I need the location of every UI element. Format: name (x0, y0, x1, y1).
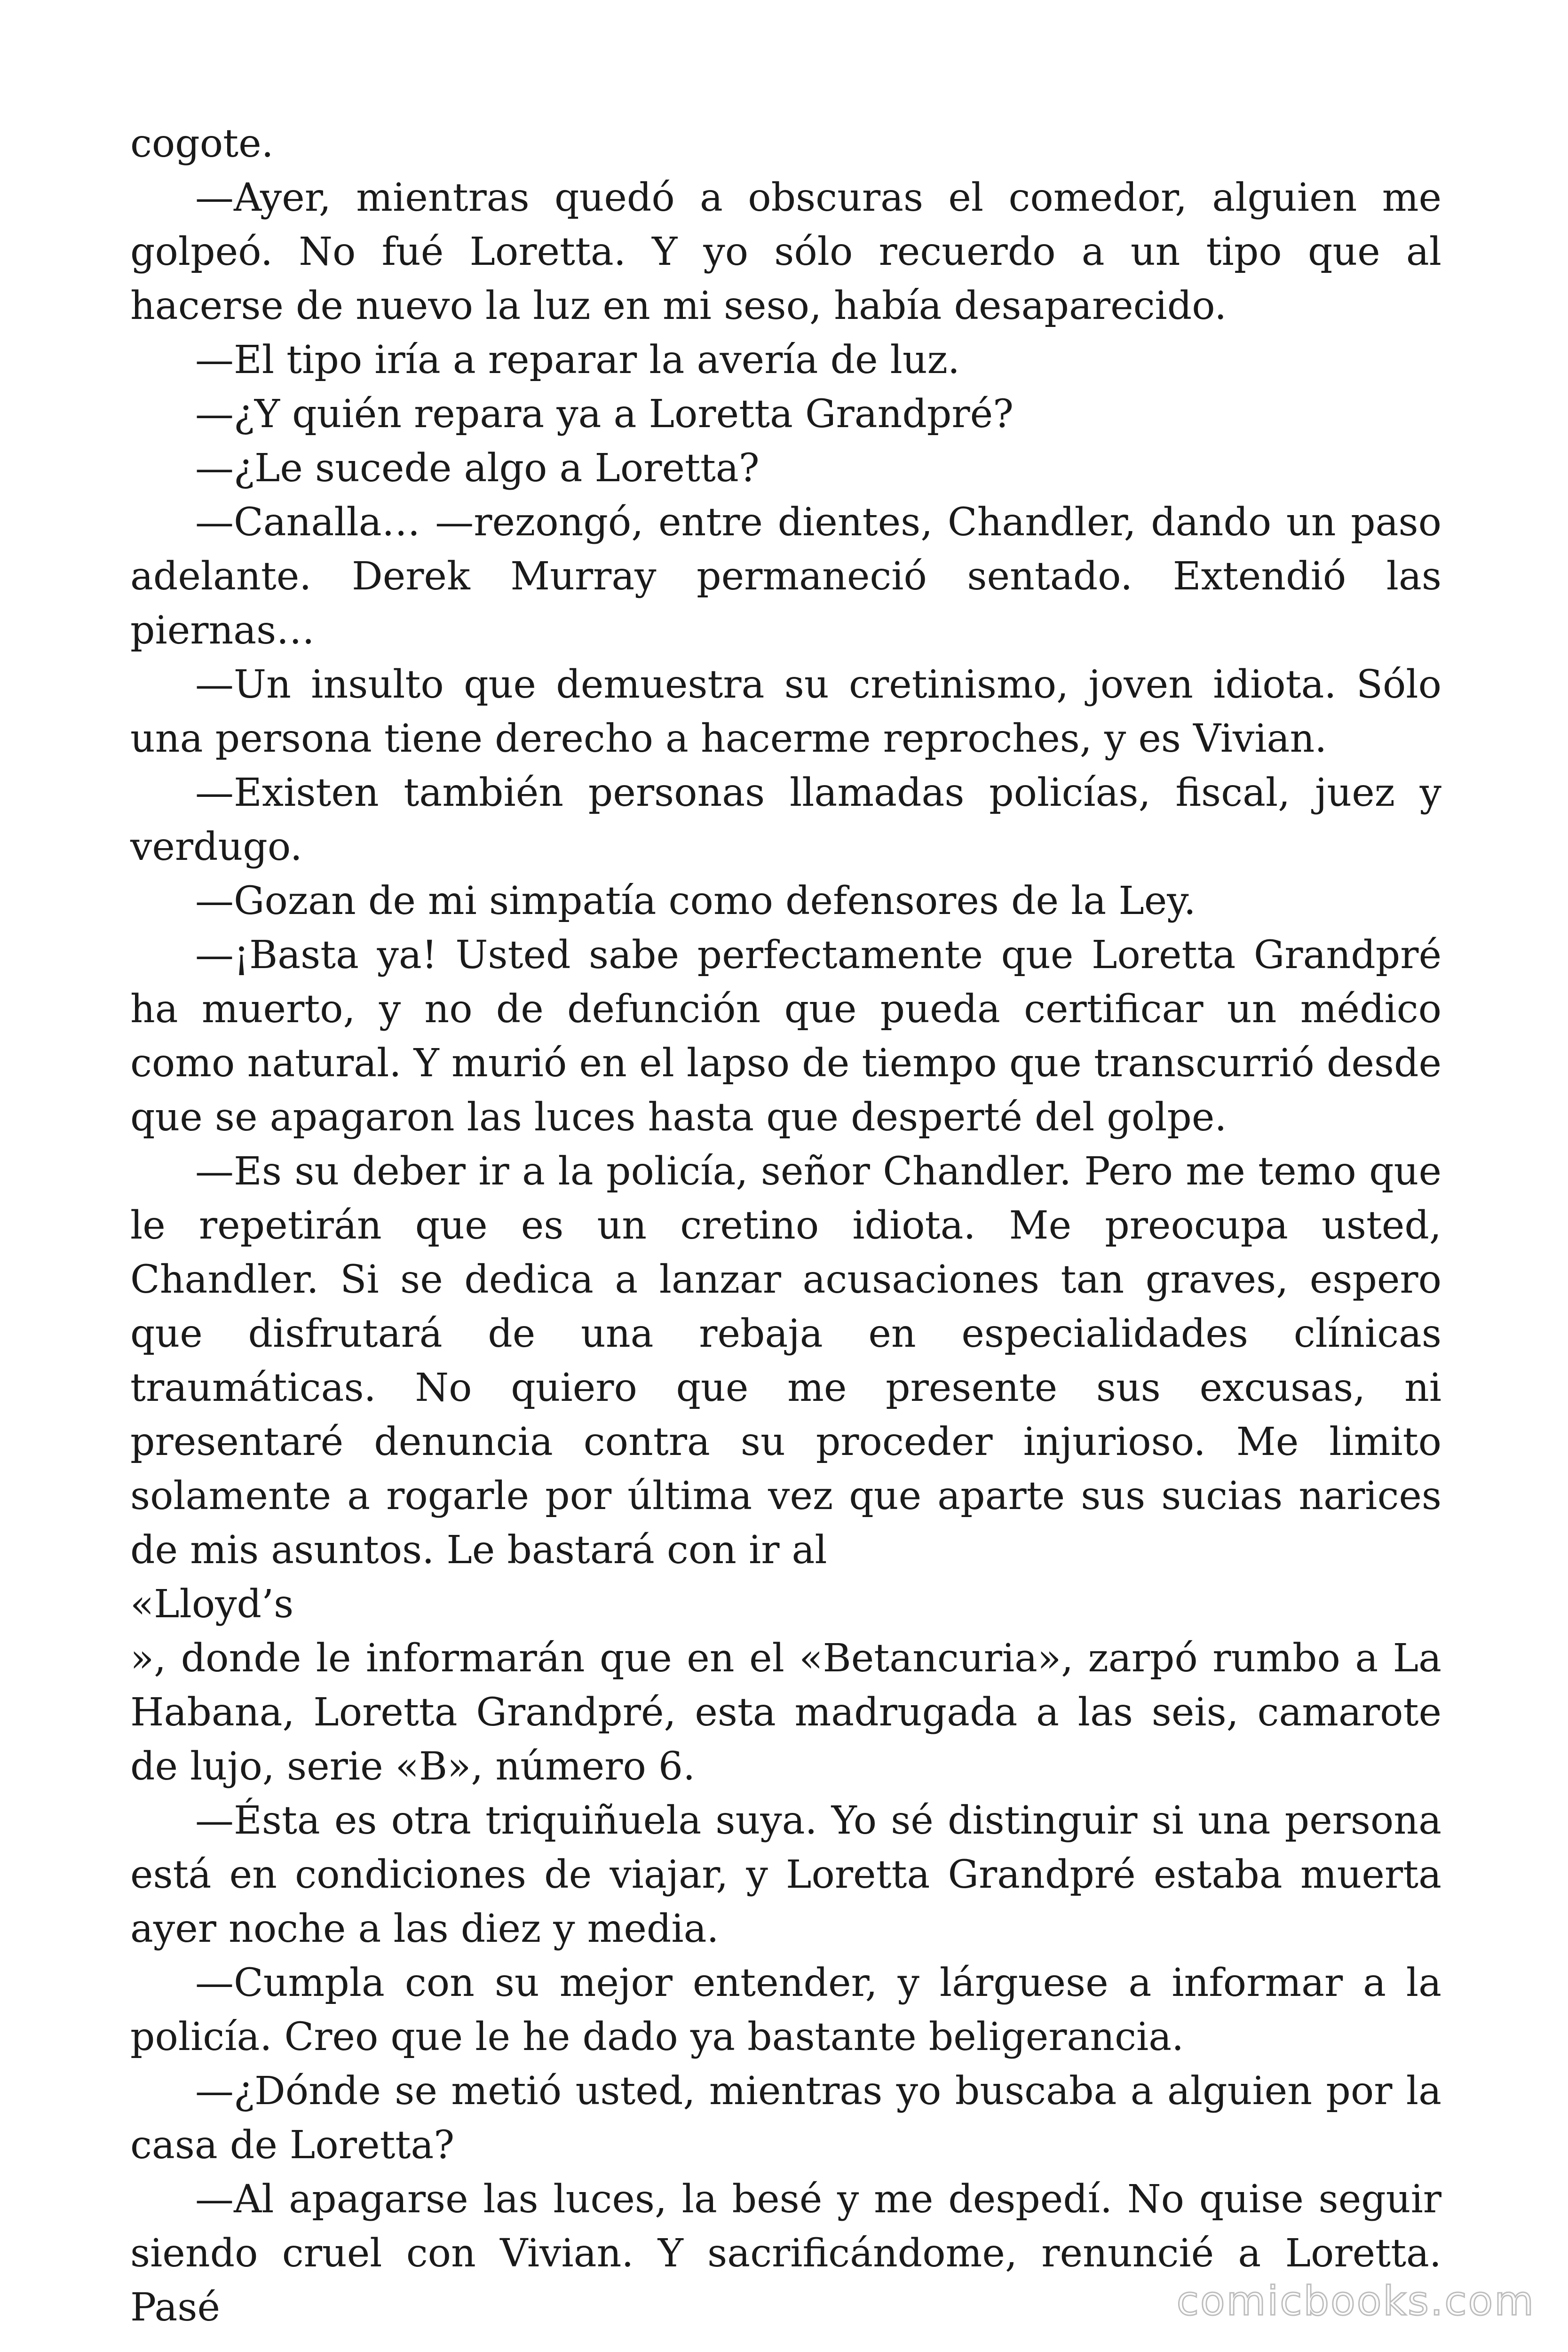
paragraph: —Ésta es otra triquiñuela suya. Yo sé distinguir si una persona está en condiciones de viajar, y Loretta Grandpré estaba muerta ayer noche a las diez y media. (130, 1798, 1441, 1951)
paragraph: —Canalla… —rezongó, entre dientes, Chandler, dando un paso adelante. Derek Murray permaneció sentado. Extendió las piernas… (130, 500, 1441, 653)
paragraph: —¡Basta ya! Usted sabe perfectamente que Loretta Grandpré ha muerto, y no de defunción que pueda certificar un médico como natural. Y murió en el lapso de tiempo que transcurrió desde que se apagaron las luces hasta que desperté del golpe. (130, 933, 1441, 1140)
paragraph: —¿Dónde se metió usted, mientras yo buscaba a alguien por la casa de Loretta? (130, 2069, 1441, 2168)
paragraph: —Gozan de mi simpatía como defensores de la Ley. (195, 879, 1196, 923)
paragraph: », donde le informarán que en el «Betancuria», zarpó rumbo a La Habana, Loretta Grandpré, esta madrugada a las seis, camarote de lujo, serie «B», número 6. (130, 1636, 1441, 1789)
paragraph: —Un insulto que demuestra su cretinismo, joven idiota. Sólo una persona tiene derecho a hacerme reproches, y es Vivian. (130, 662, 1441, 761)
paragraph: cogote. (130, 121, 274, 166)
paragraph: —El tipo iría a reparar la avería de luz. (195, 338, 960, 382)
paragraph: —Ayer, mientras quedó a obscuras el comedor, alguien me golpeó. No fué Loretta. Y yo sólo recuerdo a un tipo que al hacerse de nuevo la luz en mi seso, había desaparecido. (130, 175, 1441, 328)
paragraph: —¿Y quién repara ya a Loretta Grandpré? (195, 392, 1014, 437)
paragraph: —¿Le sucede algo a Loretta? (195, 446, 760, 491)
paragraph: —Existen también personas llamadas policías, fiscal, juez y verdugo. (130, 771, 1441, 869)
paragraph: —Es su deber ir a la policía, señor Chandler. Pero me temo que le repetirán que es un cretino idiota. Me preocupa usted, Chandler. Si se dedica a lanzar acusaciones tan graves, espero que disfrutará de una rebaja en especialidades clínicas traumáticas. No quiero que me presente sus excusas, ni presentaré denuncia contra su proceder injurioso. Me limito solamente a rogarle por última vez que aparte sus sucias narices de mis asuntos. Le bastará con ir al (130, 1149, 1441, 1573)
paragraph: —Cumpla con su mejor entender, y lárguese a informar a la policía. Creo que le he dado ya bastante beligerancia. (130, 1961, 1441, 2059)
paragraph: «Lloyd’s (130, 1582, 294, 1627)
watermark-logo: comicbooks.com (1176, 2278, 1535, 2325)
book-page-text (130, 117, 1441, 2335)
paragraph: —Al apagarse las luces, la besé y me despedí. No quise seguir siendo cruel con Vivian. Y sacrificándome, renuncié a Loretta. Pasé (130, 2177, 1441, 2330)
